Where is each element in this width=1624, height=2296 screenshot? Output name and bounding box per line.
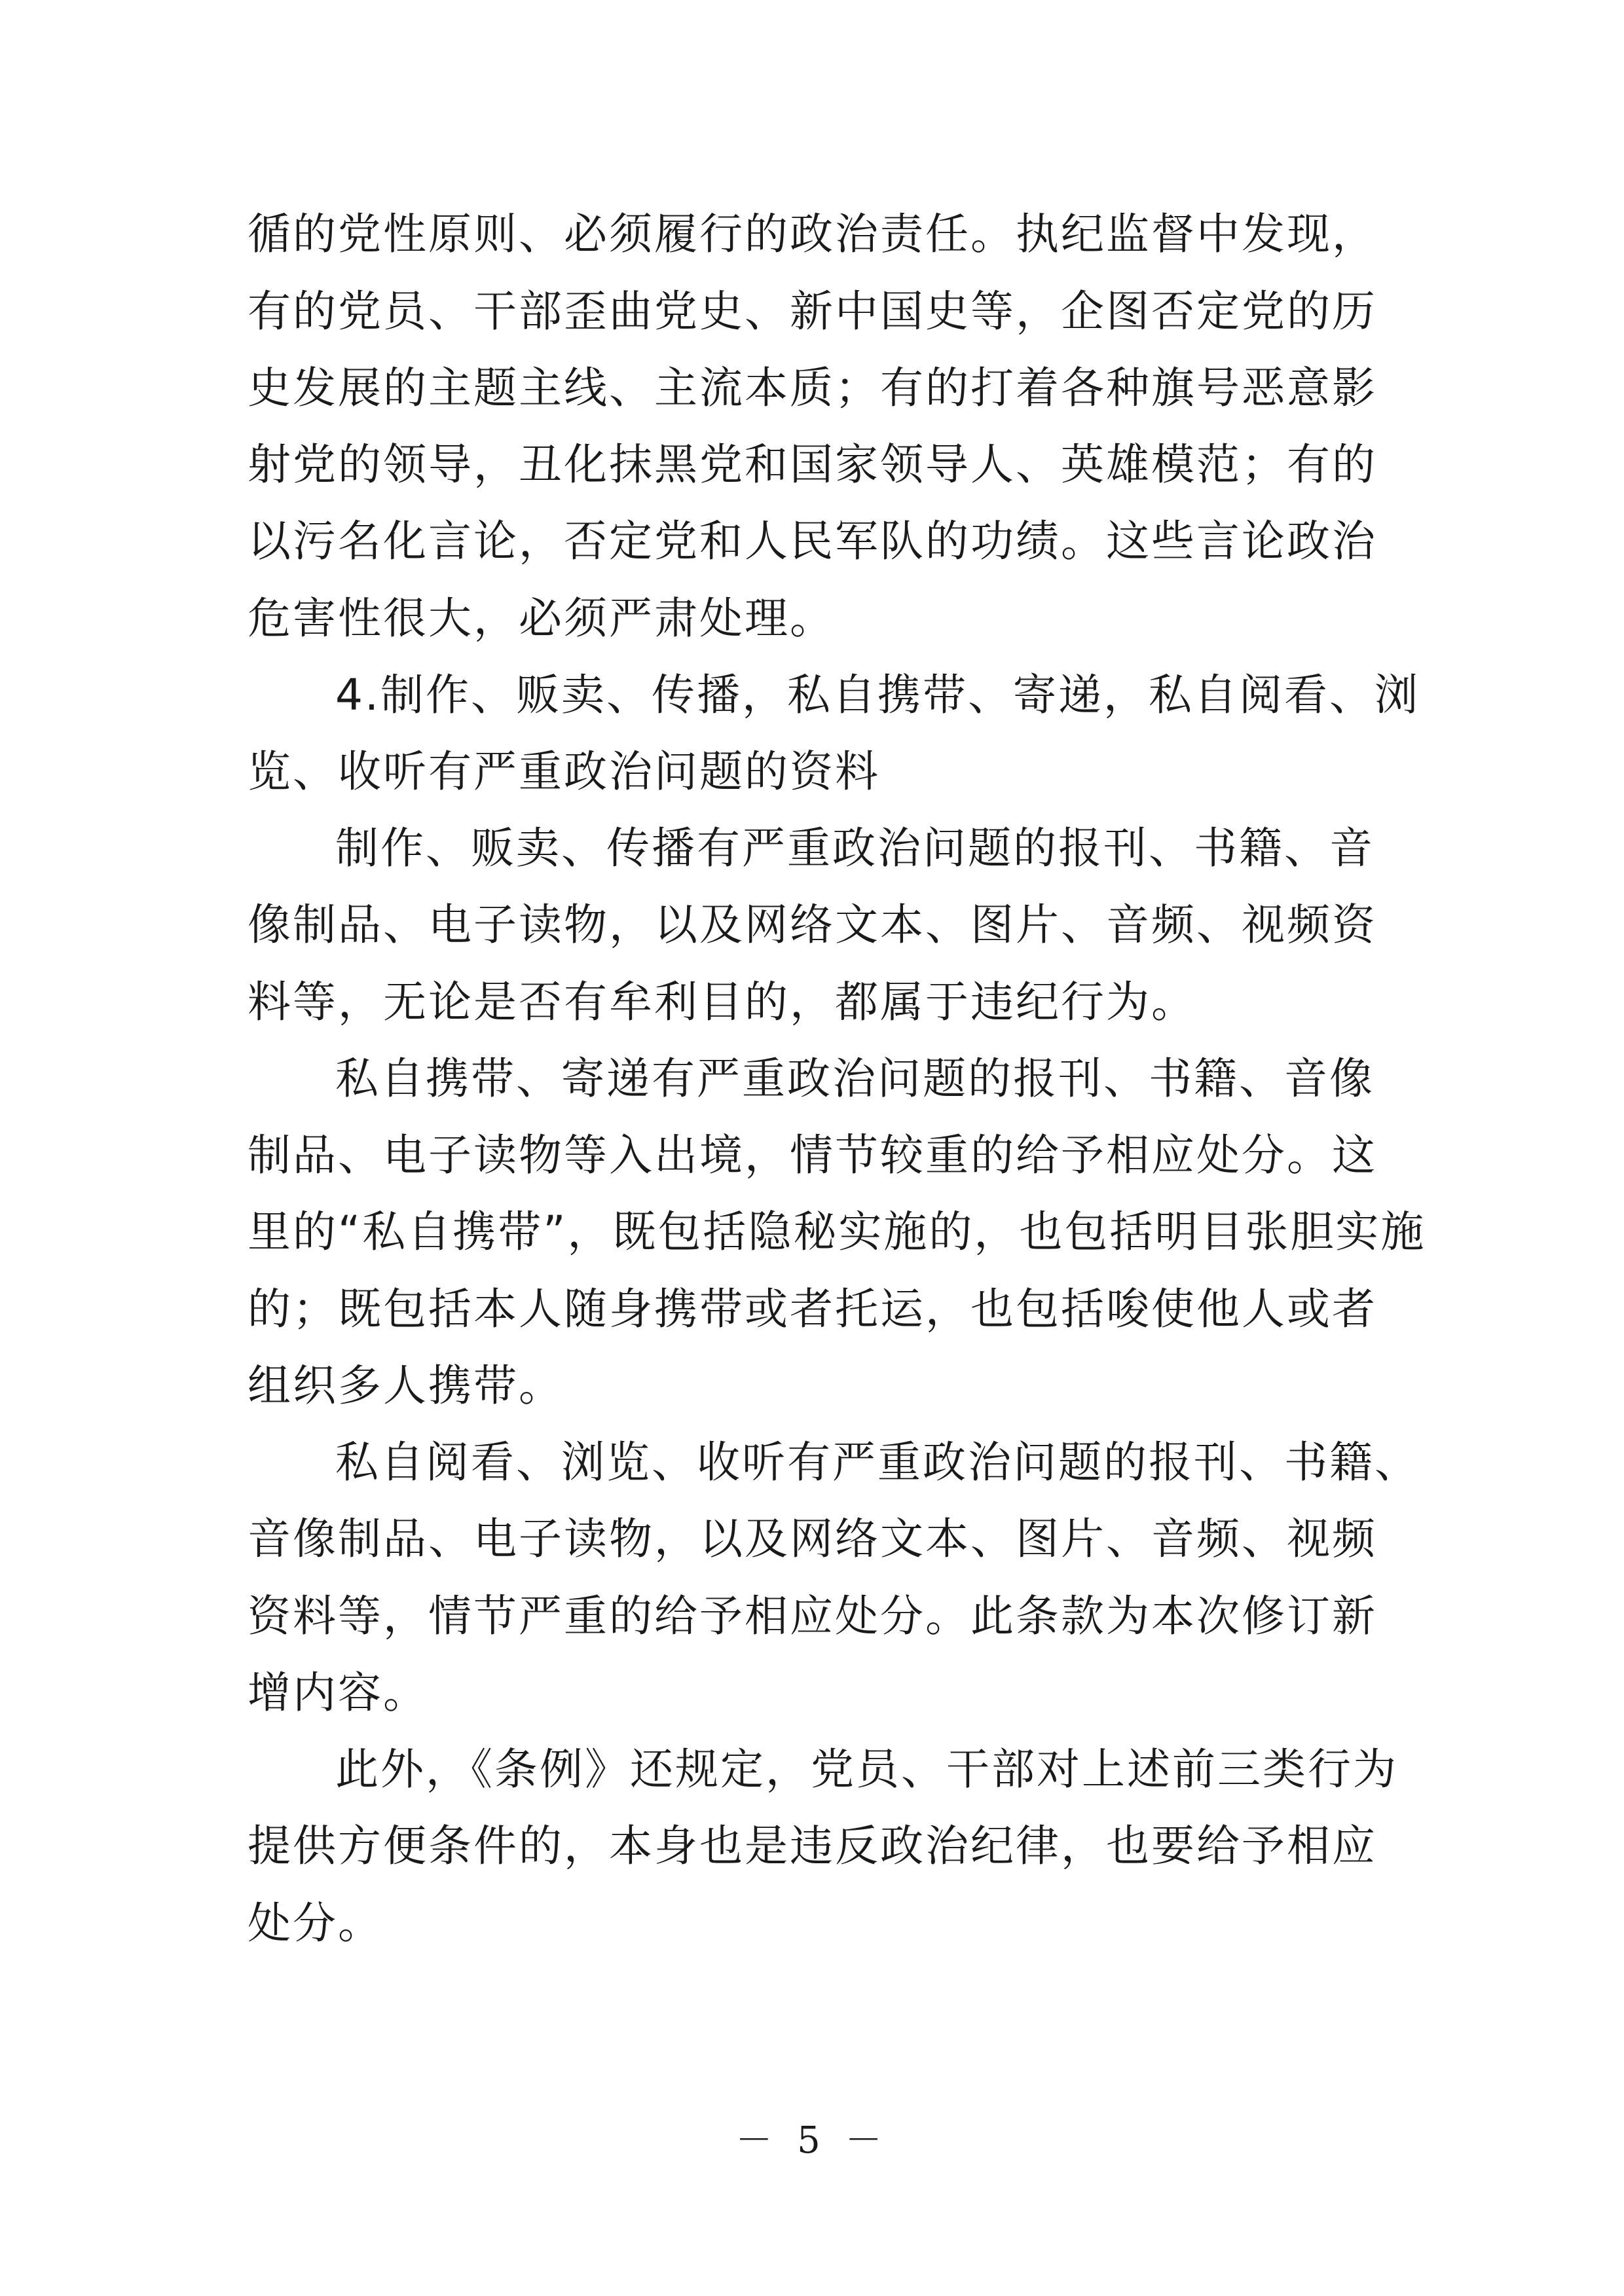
- text-line: 组织多人携带。: [248, 1360, 564, 1411]
- text-line: 音像制品、电子读物，以及网络文本、图片、音频、视频: [248, 1514, 1377, 1564]
- subheading-line: 览、收听有严重政治问题的资料: [248, 746, 880, 797]
- text-line: 的；既包括本人随身携带或者托运，也包括唆使他人或者: [248, 1284, 1377, 1334]
- text-line: 私自携带、寄递有严重政治问题的报刊、书籍、音像: [335, 1053, 1375, 1104]
- text-line: 射党的领导，丑化抹黑党和国家领导人、英雄模范；有的: [248, 439, 1377, 490]
- text-line: 有的党员、干部歪曲党史、新中国史等，企图否定党的历: [248, 286, 1377, 337]
- text-line: 史发展的主题主线、主流本质；有的打着各种旗号恶意影: [248, 363, 1377, 413]
- text-line: 增内容。: [248, 1667, 428, 1718]
- subheading-line: 4.制作、贩卖、传播，私自携带、寄递，私自阅看、浏: [335, 670, 1420, 720]
- text-line: 处分。: [248, 1898, 383, 1948]
- text-line: 提供方便条件的，本身也是违反政治纪律，也要给予相应: [248, 1821, 1377, 1871]
- text-line: 像制品、电子读物，以及网络文本、图片、音频、视频资: [248, 900, 1377, 950]
- page-number: － 5 －: [735, 2119, 889, 2162]
- text-line: 里的“私自携带”，既包括隐秘实施的，也包括明目张胆实施: [248, 1207, 1426, 1257]
- text-line: 制作、贩卖、传播有严重政治问题的报刊、书籍、音: [335, 823, 1375, 873]
- text-line: 危害性很大，必须严肃处理。: [248, 593, 835, 644]
- text-line: 此外，《条例》还规定，党员、干部对上述前三类行为: [335, 1744, 1398, 1795]
- text-line: 循的党性原则、必须履行的政治责任。执纪监督中发现，: [248, 209, 1377, 259]
- text-line: 料等，无论是否有牟利目的，都属于违纪行为。: [248, 977, 1196, 1027]
- text-line: 以污名化言论，否定党和人民军队的功绩。这些言论政治: [248, 516, 1377, 566]
- text-line: 私自阅看、浏览、收听有严重政治问题的报刊、书籍、: [335, 1437, 1420, 1487]
- text-line: 制品、电子读物等入出境，情节较重的给予相应处分。这: [248, 1130, 1377, 1180]
- text-line: 资料等，情节严重的给予相应处分。此条款为本次修订新: [248, 1591, 1377, 1641]
